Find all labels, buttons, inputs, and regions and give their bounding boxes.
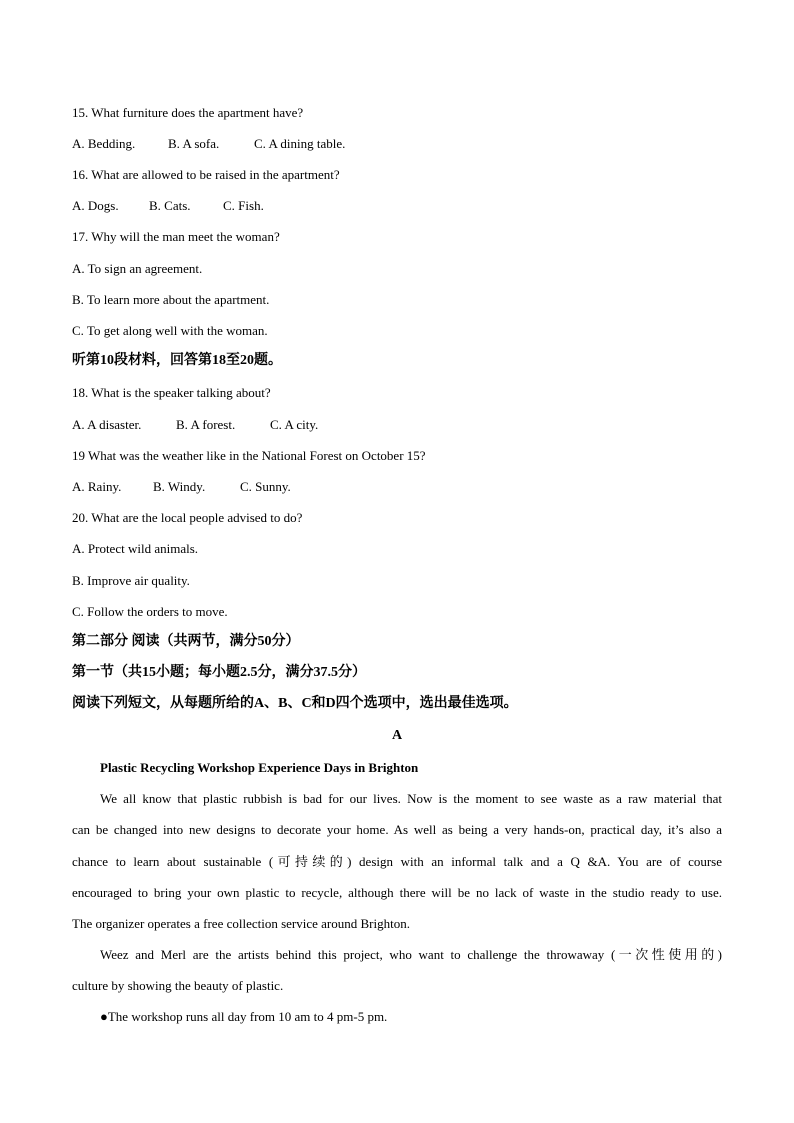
option-c: C. A dining table. <box>254 136 346 151</box>
question-18-options <box>72 417 318 433</box>
paragraph-2-line-2: culture by showing the beauty of plastic. <box>72 978 284 993</box>
question-16-options <box>72 198 264 214</box>
question-20-option-a: A. Protect wild animals. <box>72 541 199 556</box>
question-15-options <box>72 136 345 152</box>
part-2-heading: 第二部分 阅读（共两节，满分50分） <box>72 634 300 649</box>
paragraph-1-line-3: chance to learn about sustainable (可持续的) design with an informal talk and a Q &A. You are of course <box>72 854 722 869</box>
question-17-option-a: A. To sign an agreement. <box>72 261 203 276</box>
passage-letter: A <box>391 728 403 743</box>
option-a: A. A disaster. <box>72 417 142 432</box>
paragraph-1-line-5: The organizer operates a free collection service around Brighton. <box>72 916 410 931</box>
workshop-hours-bullet: ●The workshop runs all day from 10 am to 4 pm-5 pm. <box>100 1009 388 1024</box>
section-1-heading: 第一节（共15小题；每小题2.5分，满分37.5分） <box>72 665 366 680</box>
question-17-stem: 17. Why will the man meet the woman? <box>72 229 280 244</box>
question-17-option-c: C. To get along well with the woman. <box>72 323 268 338</box>
paragraph-2-line-1: Weez and Merl are the artists behind this project, who want to challenge the throwaway (一次性使用的) <box>100 947 722 962</box>
paragraph-1-line-2: can be changed into new designs to decorate your home. As well as being a very hands-on, practical day, it’s also a <box>72 822 722 837</box>
option-a: A. Rainy. <box>72 479 122 494</box>
paragraph-1-line-1: We all know that plastic rubbish is bad for our lives. Now is the moment to see waste as a raw material that <box>100 791 722 806</box>
option-c: C. A city. <box>270 417 319 432</box>
option-a: A. Bedding. <box>72 136 136 151</box>
question-18-stem: 18. What is the speaker talking about? <box>72 385 271 400</box>
reading-instruction: 阅读下列短文，从每题所给的A、B、C和D四个选项中，选出最佳选项。 <box>72 696 518 711</box>
question-19-options <box>72 479 291 495</box>
option-b: B. A forest. <box>176 417 236 432</box>
question-20-option-c: C. Follow the orders to move. <box>72 604 228 619</box>
option-a: A. Dogs. <box>72 198 119 213</box>
passage-title: Plastic Recycling Workshop Experience Days in Brighton <box>100 760 419 775</box>
question-19-stem: 19 What was the weather like in the National Forest on October 15? <box>72 448 426 463</box>
option-c: C. Sunny. <box>240 479 291 494</box>
option-b: B. Windy. <box>153 479 206 494</box>
question-15-stem: 15. What furniture does the apartment have? <box>72 105 304 120</box>
question-20-option-b: B. Improve air quality. <box>72 573 190 588</box>
paragraph-1-line-4: encouraged to bring your own plastic to recycle, although there will be no lack of waste in the studio ready to use. <box>72 885 722 900</box>
option-c: C. Fish. <box>223 198 264 213</box>
question-16-stem: 16. What are allowed to be raised in the apartment? <box>72 167 340 182</box>
question-20-stem: 20. What are the local people advised to do? <box>72 510 303 525</box>
section-10-heading: 听第10段材料，回答第18至20题。 <box>72 353 282 368</box>
option-b: B. Cats. <box>149 198 191 213</box>
question-17-option-b: B. To learn more about the apartment. <box>72 292 270 307</box>
option-b: B. A sofa. <box>168 136 220 151</box>
